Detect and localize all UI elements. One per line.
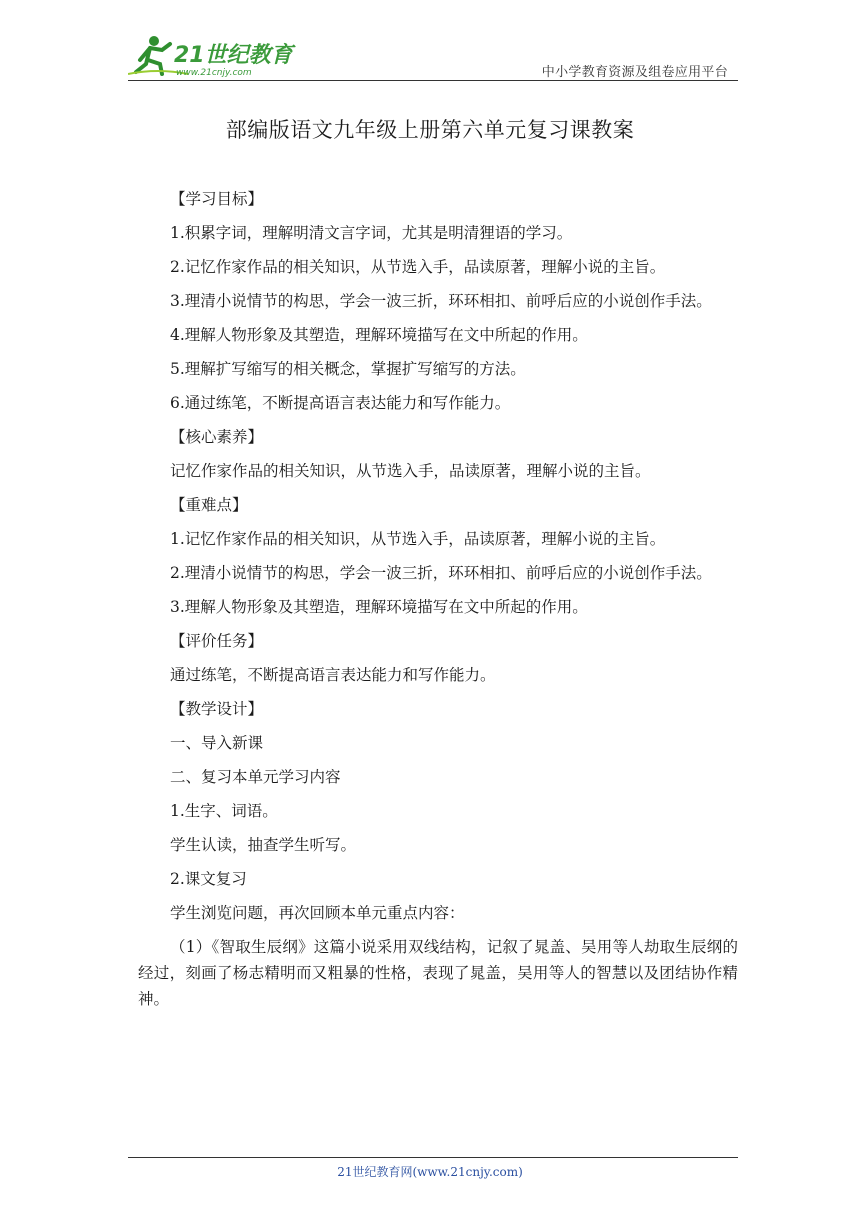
paragraph: 5.理解扩写缩写的相关概念，掌握扩写缩写的方法。 [170,360,526,378]
paragraph: 通过练笔，不断提高语言表达能力和写作能力。 [170,666,496,684]
paragraph: 记忆作家作品的相关知识，从节选入手，品读原著，理解小说的主旨。 [170,462,651,480]
paragraph: 1.记忆作家作品的相关知识，从节选入手，品读原著，理解小说的主旨。 [170,530,666,548]
paragraph: 3.理解人物形象及其塑造，理解环境描写在文中所起的作用。 [170,598,588,616]
paragraph: 6.通过练笔，不断提高语言表达能力和写作能力。 [170,394,511,412]
header-divider [128,80,738,81]
section-heading: 【重难点】 [170,496,248,514]
paragraph: 2.记忆作家作品的相关知识，从节选入手，品读原著，理解小说的主旨。 [170,258,666,276]
paragraph: 4.理解人物形象及其塑造，理解环境描写在文中所起的作用。 [170,326,588,344]
paragraph: 二、复习本单元学习内容 [170,768,341,786]
document-body [138,186,738,1020]
section-heading: 【教学设计】 [170,700,264,718]
document-title: 部编版语文九年级上册第六单元复习课教案 [225,118,635,142]
section-heading: 【核心素养】 [170,428,264,446]
footer-divider [128,1157,738,1158]
site-logo [128,34,298,78]
page-footer: 21世纪教育网(www.21cnjy.com) [337,1165,523,1179]
paragraph: （1）《智取生辰纲》这篇小说采用双线结构，记叙了晁盖、吴用等人劫取生辰纲的经过，刻画了杨志精明而又粗暴的性格，表现了晁盖，吴用等人的智慧以及团结协作精神。 [138,938,738,1008]
svg-text:www.21cnjy.com: www.21cnjy.com [176,68,252,78]
paragraph: 1.生字、词语。 [170,802,278,820]
paragraph: 3.理清小说情节的构思，学会一波三折，环环相扣、前呼后应的小说创作手法。 [170,292,712,310]
paragraph: 学生认读，抽查学生听写。 [170,836,357,854]
page-header [128,34,738,80]
paragraph: 一、导入新课 [170,734,264,752]
paragraph: 2.课文复习 [170,870,247,888]
paragraph: 2.理清小说情节的构思，学会一波三折，环环相扣、前呼后应的小说创作手法。 [170,564,712,582]
paragraph: 学生浏览问题，再次回顾本单元重点内容： [170,904,465,922]
paragraph: 1.积累字词，理解明清文言字词，尤其是明清狸语的学习。 [170,224,573,242]
platform-name: 中小学教育资源及组卷应用平台 [541,65,728,80]
section-heading: 【学习目标】 [170,190,264,208]
section-heading: 【评价任务】 [170,632,264,650]
svg-text:21世纪教育: 21世纪教育 [174,43,293,68]
